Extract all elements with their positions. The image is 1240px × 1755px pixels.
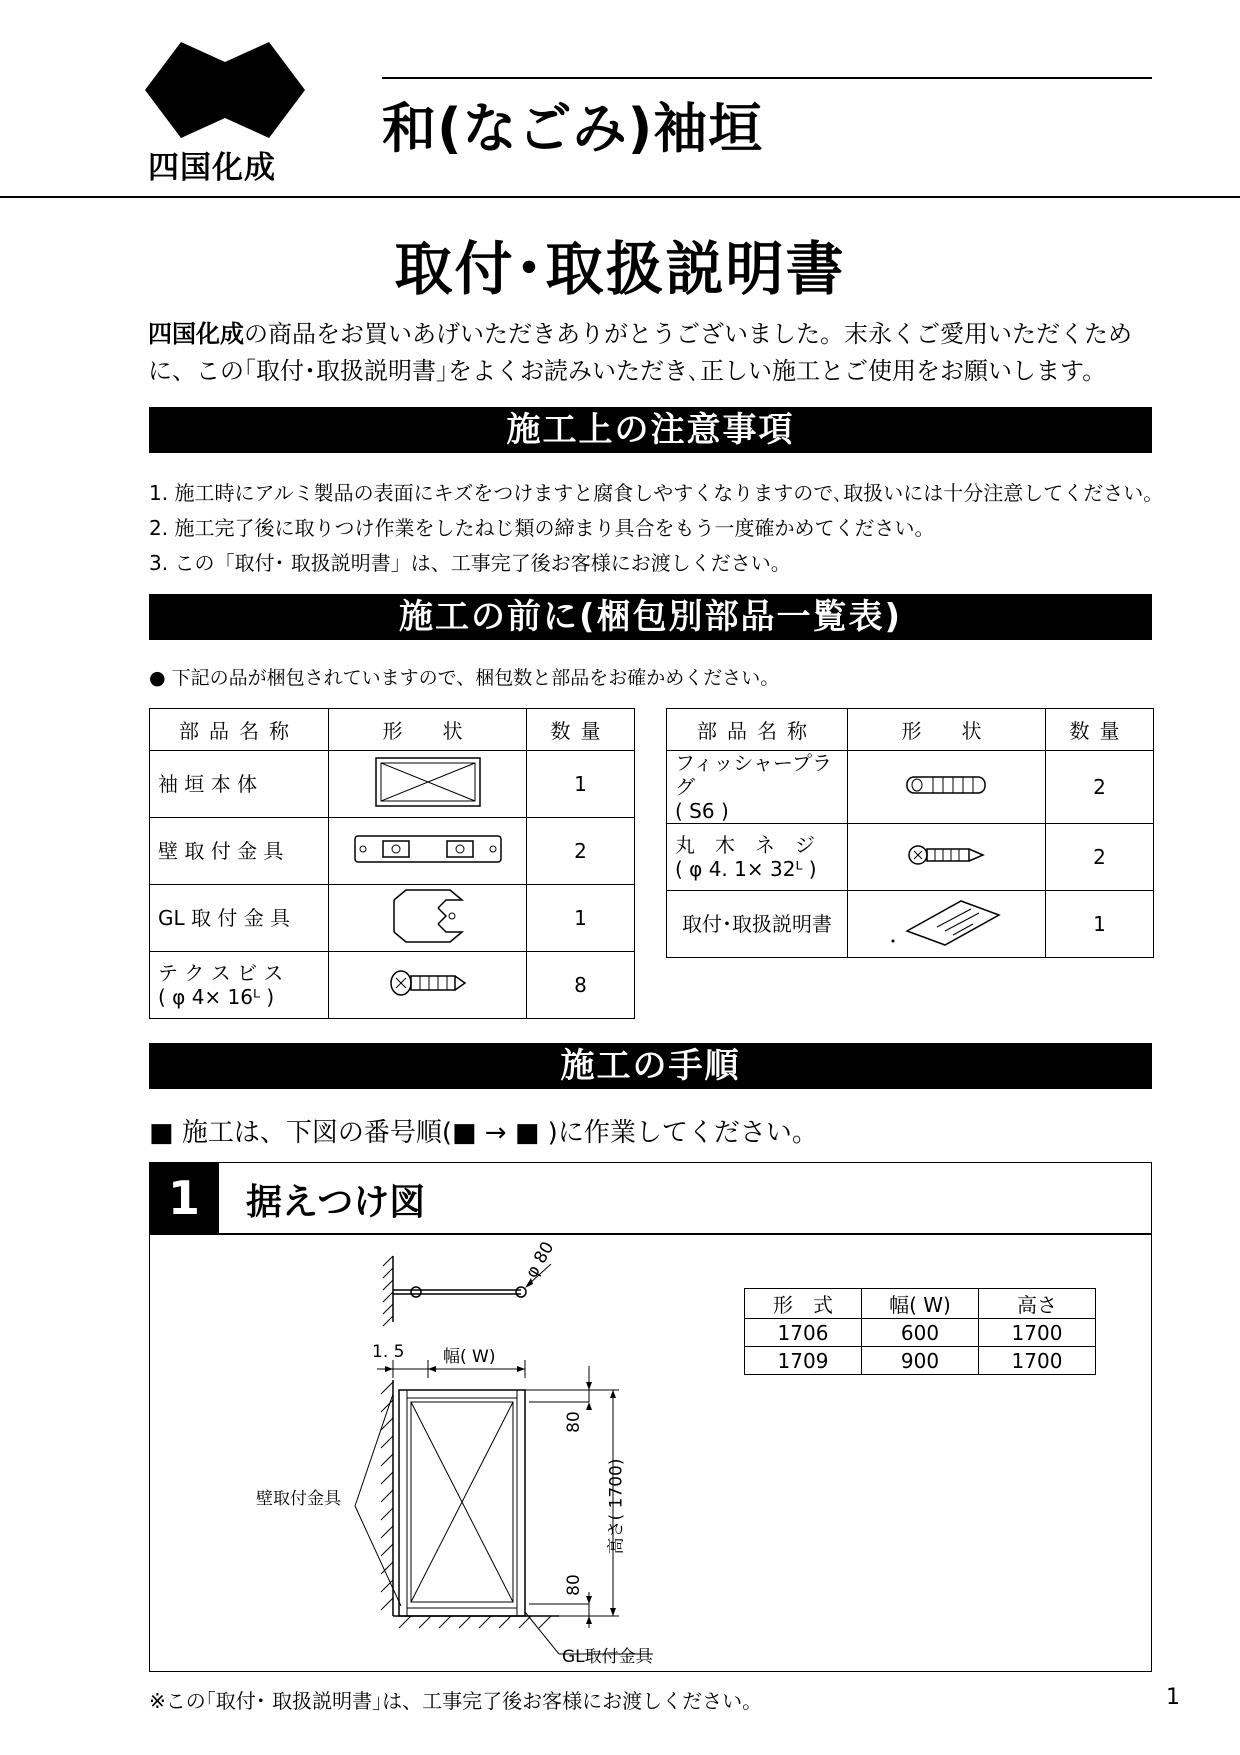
part-qty: 2 xyxy=(527,818,635,885)
part-name: 取付･取扱説明書 xyxy=(667,891,848,958)
model-cell: 1706 xyxy=(745,1319,862,1347)
model-col-type: 形 式 xyxy=(745,1289,862,1319)
section-precautions: 施工上の注意事項 xyxy=(149,407,1152,453)
table-row xyxy=(667,824,1154,891)
pipe-diameter-label: φ 80 xyxy=(521,1238,559,1282)
table-row xyxy=(667,891,1154,958)
offset-label: 1. 5 xyxy=(372,1342,405,1362)
part-name: フィッシャープラグ xyxy=(675,751,832,799)
precaution-3: 3. この「取付･ 取扱説明書」は、工事完了後お客様にお渡しください。 xyxy=(149,551,791,575)
brand-logo-text: 四国化成 xyxy=(148,150,276,186)
precaution-2: 2. 施工完了後に取りつけ作業をしたねじ類の締まり具合をもう一度確かめてください。 xyxy=(149,516,935,540)
part-qty: 1 xyxy=(1046,891,1154,958)
header-rule xyxy=(382,77,1152,79)
col-qty: 数量 xyxy=(527,709,635,751)
width-label: 幅( W) xyxy=(443,1347,496,1367)
model-cell: 1700 xyxy=(979,1347,1096,1375)
model-cell: 1709 xyxy=(745,1347,862,1375)
table-row xyxy=(667,751,1154,824)
document-title: 取付･取扱説明書 xyxy=(394,235,846,303)
part-name: 壁 取 付 金 具 xyxy=(150,818,329,885)
parts-table-right xyxy=(666,708,1154,958)
parts-check-note: ● 下記の品が梱包されていますので、梱包数と部品をお確かめください。 xyxy=(149,667,780,689)
panel-icon xyxy=(373,755,483,809)
step-title: 据えつけ図 xyxy=(246,1182,426,1223)
bottom-80-label: 80 xyxy=(563,1574,584,1596)
height-label: 高さ( 1700) xyxy=(606,1458,627,1555)
wood-screw-icon xyxy=(907,842,987,868)
part-qty: 1 xyxy=(527,885,635,952)
col-qty: 数量 xyxy=(1046,709,1154,751)
part-name: 丸 木 ネ ジ xyxy=(675,833,815,857)
table-row xyxy=(150,885,635,952)
part-spec: ( φ 4× 16ᴸ ) xyxy=(158,985,275,1009)
intro-paragraph xyxy=(148,316,1158,390)
plug-icon xyxy=(905,772,989,798)
part-name: テ ク ス ビ ス xyxy=(158,961,284,985)
intro-brand: 四国化成 xyxy=(148,320,244,348)
model-table xyxy=(744,1288,1096,1375)
footer-note: ※この｢取付･ 取扱説明書｣は、工事完了後お客様にお渡しください。 xyxy=(149,1689,763,1713)
part-qty: 2 xyxy=(1046,751,1154,824)
col-part-name: 部品名称 xyxy=(667,709,848,751)
model-col-width: 幅( W) xyxy=(862,1289,979,1319)
part-name: GL 取 付 金 具 xyxy=(150,885,329,952)
procedure-note: ■ 施工は、下図の番号順(■ → ■ )に作業してください。 xyxy=(149,1118,818,1148)
intro-text: の商品をお買いあげいただきありがとうございました。末永くご愛用いただくために、この｢取付･取扱説明書｣をよくお読みいただき､正しい施工とご使用をお願いします。 xyxy=(148,320,1132,385)
parts-table-left xyxy=(149,708,635,1019)
gl-bracket-icon xyxy=(386,886,470,946)
table-row xyxy=(150,818,635,885)
model-cell: 1700 xyxy=(979,1319,1096,1347)
wall-bracket-icon xyxy=(353,832,503,866)
col-shape: 形 状 xyxy=(329,709,527,751)
model-cell: 900 xyxy=(862,1347,979,1375)
product-title: 和(なごみ)袖垣 xyxy=(382,97,764,160)
manual-icon xyxy=(887,897,1007,947)
table-row xyxy=(150,952,635,1019)
precaution-1: 1. 施工時にアルミ製品の表面にキズをつけますと腐食しやすくなりますので､取扱いには十分注意してください｡ xyxy=(149,481,1154,505)
part-spec: ( φ 4. 1× 32ᴸ ) xyxy=(675,857,817,881)
part-qty: 8 xyxy=(527,952,635,1019)
table-row xyxy=(745,1347,1096,1375)
part-qty: 2 xyxy=(1046,824,1154,891)
model-col-height: 高さ xyxy=(979,1289,1096,1319)
col-part-name: 部品名称 xyxy=(150,709,329,751)
col-shape: 形 状 xyxy=(848,709,1046,751)
model-cell: 600 xyxy=(862,1319,979,1347)
brand-logo-mark-icon xyxy=(145,42,305,138)
screw-icon xyxy=(388,968,468,998)
gl-bracket-label: GL取付金具 xyxy=(562,1647,653,1667)
step-title-rule xyxy=(149,1233,1152,1235)
part-qty: 1 xyxy=(527,751,635,818)
table-row xyxy=(150,751,635,818)
section-before-installation: 施工の前に(梱包別部品一覧表) xyxy=(149,594,1152,640)
wall-bracket-label: 壁取付金具 xyxy=(256,1489,341,1509)
step-number: 1 xyxy=(149,1162,219,1234)
part-name: 袖 垣 本 体 xyxy=(150,751,329,818)
section-procedure: 施工の手順 xyxy=(149,1043,1152,1089)
part-spec: ( S6 ) xyxy=(675,799,729,823)
top-80-label: 80 xyxy=(563,1411,584,1433)
table-row xyxy=(745,1319,1096,1347)
header-divider xyxy=(0,196,1240,198)
page-number: 1 xyxy=(1166,1685,1180,1710)
